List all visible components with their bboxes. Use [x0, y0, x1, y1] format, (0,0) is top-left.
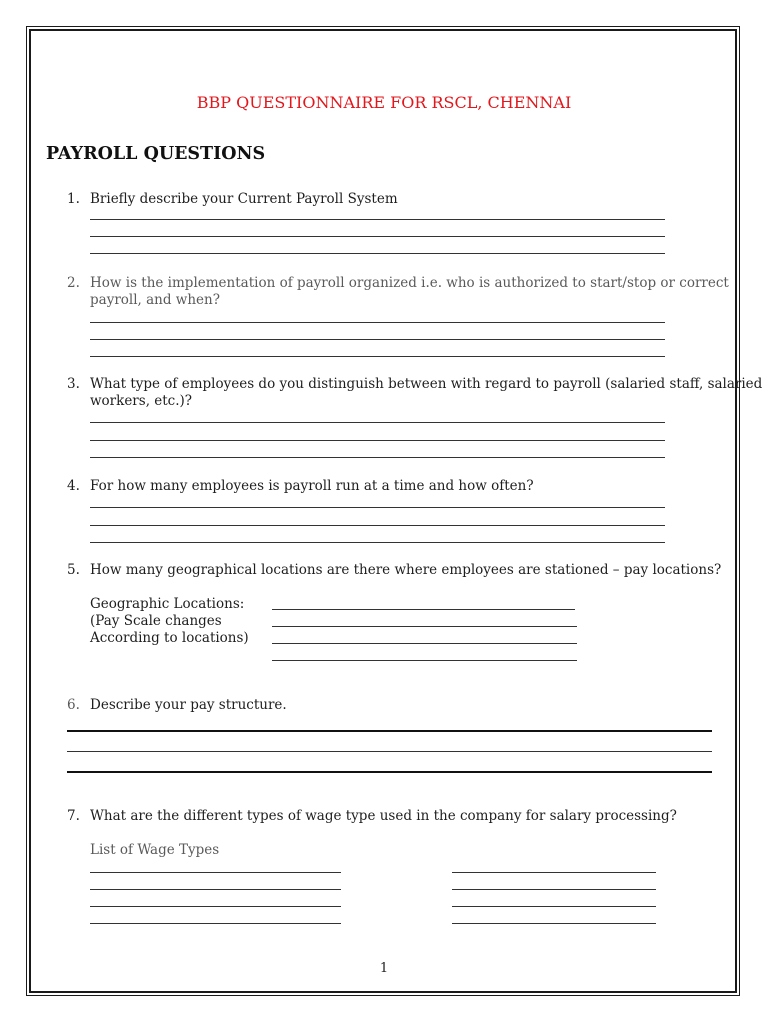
- question-text: For how many employees is payroll run at a time and how often?: [90, 478, 534, 494]
- answer-line[interactable]: [90, 422, 665, 423]
- answer-line[interactable]: [67, 771, 712, 773]
- question-text: What type of employees do you distinguish between with regard to payroll (salaried staff, salaried: [90, 376, 763, 392]
- wage-type-line[interactable]: [452, 923, 656, 924]
- answer-line[interactable]: [67, 751, 712, 752]
- answer-line[interactable]: [90, 507, 665, 508]
- location-answer-line[interactable]: [272, 660, 577, 661]
- wage-type-line[interactable]: [452, 872, 656, 873]
- geo-label: Geographic Locations:: [90, 596, 245, 612]
- answer-line[interactable]: [90, 356, 665, 357]
- question-number: 7.: [67, 808, 80, 824]
- answer-line[interactable]: [90, 525, 665, 526]
- answer-line[interactable]: [90, 542, 665, 543]
- wage-type-line[interactable]: [452, 906, 656, 907]
- geo-label: (Pay Scale changes: [90, 613, 222, 629]
- page-number: 1: [379, 961, 389, 976]
- question-text: Describe your pay structure.: [90, 697, 287, 713]
- answer-line[interactable]: [90, 253, 665, 254]
- geo-label: According to locations): [90, 630, 249, 646]
- answer-line[interactable]: [90, 440, 665, 441]
- question-number: 5.: [67, 562, 80, 578]
- wage-type-line[interactable]: [90, 872, 341, 873]
- question-number: 6.: [67, 697, 80, 713]
- location-answer-line[interactable]: [272, 643, 577, 644]
- answer-line[interactable]: [90, 457, 665, 458]
- answer-line[interactable]: [90, 236, 665, 237]
- wage-type-line[interactable]: [90, 906, 341, 907]
- question-number: 4.: [67, 478, 80, 494]
- question-text: How is the implementation of payroll organized i.e. who is authorized to start/stop or correct: [90, 275, 729, 291]
- question-text: Briefly describe your Current Payroll System: [90, 191, 398, 207]
- section-heading: PAYROLL QUESTIONS: [46, 144, 266, 164]
- question-number: 3.: [67, 376, 80, 392]
- question-text: How many geographical locations are there where employees are stationed – pay locations?: [90, 562, 722, 578]
- question-number: 2.: [67, 275, 80, 291]
- location-answer-line[interactable]: [272, 609, 575, 610]
- question-text: What are the different types of wage type used in the company for salary processing?: [90, 808, 677, 824]
- question-text: payroll, and when?: [90, 292, 220, 308]
- location-answer-line[interactable]: [272, 626, 577, 627]
- document-title: BBP QUESTIONNAIRE FOR RSCL, CHENNAI: [196, 93, 572, 112]
- wage-type-line[interactable]: [452, 889, 656, 890]
- answer-line[interactable]: [90, 322, 665, 323]
- question-number: 1.: [67, 191, 80, 207]
- answer-line[interactable]: [67, 730, 712, 732]
- wage-types-label: List of Wage Types: [90, 842, 220, 858]
- answer-line[interactable]: [90, 339, 665, 340]
- answer-line[interactable]: [90, 219, 665, 220]
- question-text: workers, etc.)?: [90, 393, 193, 409]
- wage-type-line[interactable]: [90, 889, 341, 890]
- wage-type-line[interactable]: [90, 923, 341, 924]
